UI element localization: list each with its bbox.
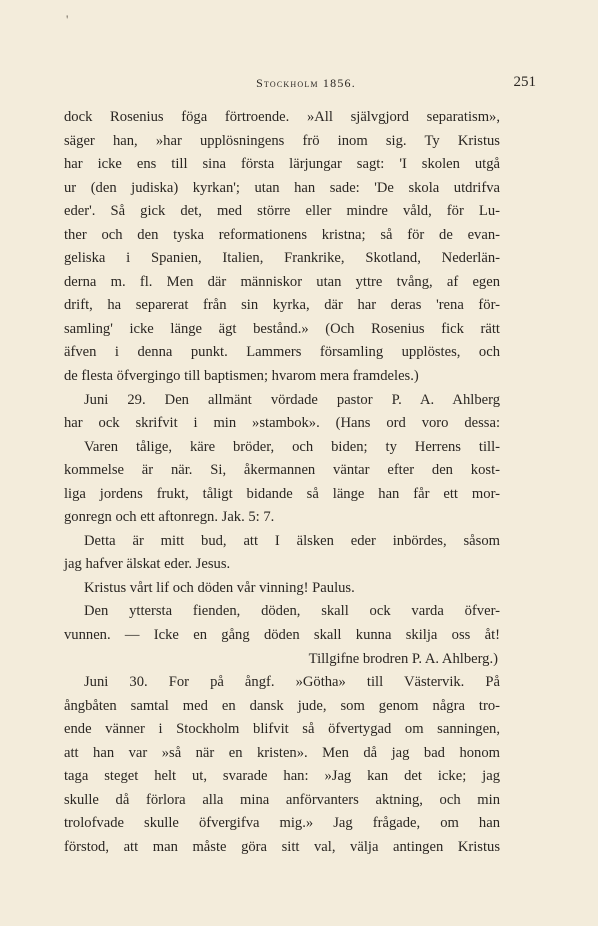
text-line: ende vänner i Stockholm blifvit så öfvertygad om sanningen, bbox=[64, 721, 500, 738]
page-mark: ' bbox=[66, 12, 69, 27]
page-number: 251 bbox=[513, 74, 536, 90]
text-line: eder'. Så gick det, med större eller mindre våld, för Lu- bbox=[64, 203, 500, 220]
text-line: drift, ha separerat från sin kyrka, där har deras 'rena för- bbox=[64, 297, 500, 314]
quote-line: kommelse är när. Si, åkermannen väntar efter den kost- bbox=[64, 462, 500, 479]
text-line: dock Rosenius föga förtroende. »All självgjord separatism», bbox=[64, 109, 500, 125]
diary-entry-line: Juni 29. Den allmänt vördade pastor P. A. Ahlberg bbox=[84, 391, 500, 408]
quote-line: Detta är mitt bud, att I älsken eder inbördes, såsom bbox=[84, 532, 500, 549]
quote-line: liga jordens frukt, tåligt bidande så länge han får ett mor- bbox=[64, 485, 500, 502]
text-line: ther och den tyska reformationens kristna; så för de evan- bbox=[64, 226, 500, 243]
text-line: de flesta öfvergingo till baptismen; hvarom mera framdeles.) bbox=[64, 368, 419, 385]
signature-line: Tillgifne brodren P. A. Ahlberg.) bbox=[308, 650, 498, 667]
text-line: geliska i Spanien, Italien, Frankrike, Skotland, Nederlän- bbox=[64, 250, 500, 267]
text-line: samling' icke länge ägt bestånd.» (Och Rosenius fick rätt bbox=[64, 320, 500, 337]
quote-line: vunnen. — Icke en gång döden skall kunna skilja oss åt! bbox=[64, 627, 500, 644]
body-text bbox=[64, 106, 500, 860]
text-line: säger han, »har upplösningens frö inom sig. Ty Kristus bbox=[64, 132, 500, 149]
running-head bbox=[64, 76, 548, 96]
diary-entry-line: Juni 30. For på ångf. »Götha» till Västervik. På bbox=[84, 674, 500, 691]
text-line: ångbåten samtal med en dansk jude, som genom några tro- bbox=[64, 697, 500, 714]
quote-line: jag hafver älskat eder. Jesus. bbox=[64, 556, 231, 573]
text-line: derna m. fl. Men där människor utan yttre tvång, af egen bbox=[64, 273, 500, 290]
text-line: att han var »så när en kristen». Men då jag bad honom bbox=[64, 744, 500, 761]
quote-line: Varen tålige, käre bröder, och biden; ty Herrens till- bbox=[84, 438, 500, 455]
quote-line: Den yttersta fienden, döden, skall ock varda öfver- bbox=[84, 603, 500, 620]
running-title: Stockholm 1856. bbox=[256, 76, 356, 90]
text-line: har icke ens till sina första lärjungar sagt: 'I skolen utgå bbox=[64, 156, 500, 173]
quote-line: gonregn och ett aftonregn. Jak. 5: 7. bbox=[64, 509, 275, 526]
text-line: äfven i denna punkt. Lammers församling upplöstes, och bbox=[64, 344, 500, 361]
text-line: trolofvade skulle öfvergifva mig.» Jag frågade, om han bbox=[64, 815, 500, 832]
quote-line: Kristus vårt lif och döden vår vinning! Paulus. bbox=[84, 579, 355, 596]
text-line: skulle då förlora alla mina anförvanters aktning, och min bbox=[64, 791, 500, 808]
text-line: ur (den judiska) kyrkan'; utan han sade: 'De skola utdrifva bbox=[64, 179, 500, 196]
text-line: har ock skrifvit i min »stambok». (Hans ord voro dessa: bbox=[64, 415, 500, 432]
text-line: taga steget helt ut, svarade han: »Jag kan det icke; jag bbox=[64, 768, 500, 785]
text-line: förstod, att man måste göra sitt val, välja antingen Kristus bbox=[64, 838, 500, 855]
